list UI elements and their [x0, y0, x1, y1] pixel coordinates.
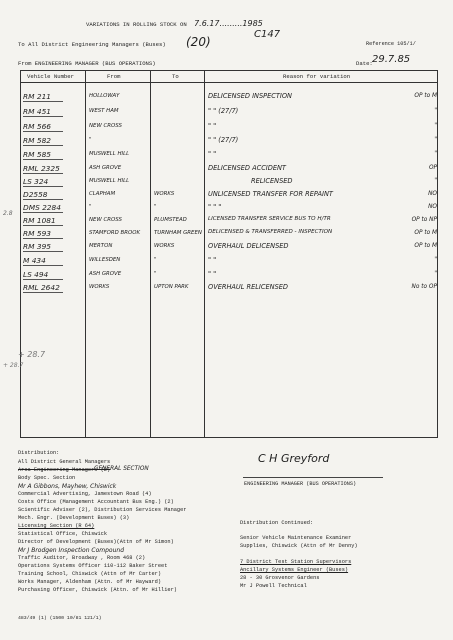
table-row: RM 451 WEST HAM " " (27/7) ": [23, 107, 437, 116]
distribution-continued-heading: Distribution Continued:: [240, 520, 314, 526]
to-text: To All District Engineering Managers (Buses): [18, 41, 166, 48]
distribution-item: Mr A Gibbons, Mayhew, Chiswick: [18, 483, 117, 490]
distribution-item: Traffic Auditor, Broadway , Room 468 (2): [18, 555, 146, 561]
signature-title: ENGINEERING MANAGER (BUS OPERATIONS): [244, 481, 357, 487]
table-row: RM 211 HOLLOWAY DELICENSED INSPECTION OP to M: [23, 92, 437, 101]
date-value: 29.7.85: [372, 54, 411, 65]
distribution-item: Body Spec. Section: [18, 475, 76, 481]
margin-note: + 28.7: [18, 350, 46, 359]
from-line: From ENGINEERING MANAGER (BUS OPERATIONS): [18, 60, 156, 67]
distribution-item: 7 District Test Station Supervisors: [240, 559, 352, 565]
distribution-item: Purchasing Officer, Chiswick (Attn. of Mr Hillier): [18, 587, 177, 593]
distribution-item: Training School, Chiswick (Attn of Mr Carter): [18, 571, 162, 577]
table-row: RM 566 NEW CROSS " " ": [23, 122, 437, 131]
margin-note: + 28.7: [3, 362, 24, 369]
column-header-to: To: [172, 73, 179, 80]
reference-number: C147: [254, 29, 281, 40]
distribution-item: Senior Vehicle Maintenance Examiner: [240, 535, 352, 541]
distribution-item: Statistical Office, Chiswick: [18, 531, 108, 537]
distribution-item: Scientific Adviser (2), Distribution Services Manager: [18, 507, 187, 513]
signature-line: [243, 477, 383, 478]
table-row: RML 2642 WORKS UPTON PARK OVERHAUL RELICENSED No to OP: [23, 283, 437, 292]
distribution-item: Mr J Brodgen Inspection Compound: [18, 547, 124, 554]
column-header-from: From: [107, 73, 121, 80]
signature-scrawl: C H Greyford: [258, 452, 330, 465]
variations-table: [20, 70, 438, 438]
column-header-reason: Reason for variation: [283, 73, 351, 80]
date-label: Date:: [356, 60, 373, 67]
distribution-item: Mech. Engr. (Development Buses) (3): [18, 515, 130, 521]
table-row: D2558 CLAPHAM WORKS UNLICENSED TRANSFER FOR REPAINT NO: [23, 190, 437, 199]
header-separator: [21, 82, 437, 83]
distribution-item: Works Manager, Aldenham (Attn. of Mr Hayward): [18, 579, 162, 585]
table-row: LS 494 ASH GROVE " " " ": [23, 270, 437, 279]
to-line: [18, 41, 166, 48]
distribution-item: Commercial Advertising, Jamestown Road (4): [18, 491, 152, 497]
distribution-item: Area Engineering Managers (2): [18, 467, 111, 473]
form-code: 483/49 (1) (1500 10/81 121/1): [18, 616, 102, 621]
margin-note: 2.8: [3, 210, 13, 217]
table-row: M 434 WILLESDEN " " " ": [23, 256, 437, 265]
title-text: VARIATIONS IN ROLLING STOCK ON: [86, 21, 187, 28]
distribution-item: Licensing Section (R 64): [18, 523, 95, 529]
distribution-item: Director of Development (Buses)(Attn of Mr Simon): [18, 539, 174, 545]
column-header-vehicle: Vehicle Number: [27, 73, 74, 80]
document-title: [86, 19, 263, 28]
table-row: RM 1081 NEW CROSS PLUMSTEAD LICENSED TRANSFER SERVICE BUS TO H/TR OP to NP: [23, 216, 437, 225]
table-row: LS 324 MUSWELL HILL RELICENSED ": [23, 177, 437, 186]
title-date: 7.6.17.........1985: [194, 19, 263, 28]
to-number: (20): [186, 35, 211, 49]
distribution-item: Operations Systems Officer 110-112 Baker Street: [18, 563, 168, 569]
hand-note: GENERAL SECTION: [94, 466, 149, 472]
distribution-item: All District General Managers: [18, 459, 111, 465]
distribution-item: Mr J Powell Technical: [240, 583, 307, 589]
distribution-item: Ancillary Systems Engineer (Buses): [240, 567, 349, 573]
table-row: DMS 2284 " " " " " NO: [23, 203, 437, 212]
table-row: RM 395 MERTON WORKS OVERHAUL DELICENSED OP to M: [23, 242, 437, 251]
reference-label: Reference 105/1/: [366, 41, 416, 47]
distribution-item: 28 - 30 Grosvenor Gardens: [240, 575, 320, 581]
table-row: RM 593 STAMFORD BROOK TURNHAM GREEN DELICENSED & TRANSFERRED - INSPECTION OP to M: [23, 229, 437, 238]
distribution-item: Supplies, Chiswick (Attn of Mr Denny): [240, 543, 358, 549]
table-row: RML 2325 ASH GROVE DELICENSED ACCIDENT OP: [23, 164, 437, 173]
distribution-heading: Distribution:: [18, 450, 60, 456]
distribution-item: Costs Office (Management Accountant Bus Eng.) (2): [18, 499, 174, 505]
table-row: RM 585 MUSWELL HILL " " ": [23, 150, 437, 159]
table-row: RM 582 " " " (27/7) ": [23, 136, 437, 145]
